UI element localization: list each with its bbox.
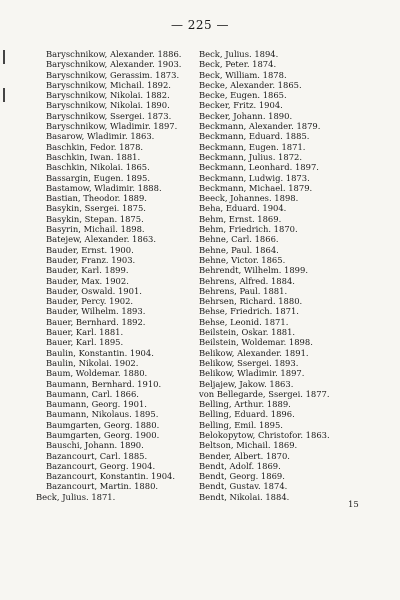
name-entry: Behne, Carl. 1866. [199, 234, 279, 245]
name-entry: Bazancourt, Konstantin. 1904. [46, 471, 176, 482]
name-entry: Bauder, Oswald. 1901. [46, 285, 142, 296]
name-entry: Bendt, Nikolai. 1884. [199, 491, 290, 502]
name-entry: Becker, Fritz. 1904. [199, 100, 283, 111]
name-entry: Beckmann, Michael. 1879. [199, 182, 313, 193]
name-entry: Behne, Victor. 1865. [199, 254, 286, 265]
name-entry: Baschkin, Fedor. 1878. [46, 141, 144, 152]
name-entry: Behm, Friedrich. 1870. [199, 224, 298, 235]
name-entry: Baryschnikow, Alexander. 1886. [46, 49, 182, 59]
name-entry: Bazancourt, Carl. 1885. [46, 450, 148, 461]
name-entry: Basykin, Stepan. 1875. [46, 213, 144, 224]
name-entry: Behne, Paul. 1864. [199, 244, 279, 255]
name-entry: Beljajew, Jakow. 1863. [199, 378, 294, 389]
name-entry: Bauschi, Johann. 1890. [46, 440, 144, 451]
name-entry: Beilstein, Oskar. 1881. [199, 327, 296, 338]
name-entry: Bauder, Max. 1902. [46, 275, 129, 286]
name-entry: Behrens, Paul. 1881. [199, 285, 288, 296]
name-entry: Basykin, Ssergei. 1875. [46, 203, 146, 214]
name-entry: Belikow, Wladimir. 1897. [199, 368, 305, 379]
binding-mark [3, 50, 5, 64]
name-entry: Belling, Emil. 1895. [199, 419, 283, 430]
name-entry: Bendt, Adolf. 1869. [199, 460, 281, 471]
name-entry: Behse, Leonid. 1871. [199, 316, 289, 327]
name-entry: Beha, Eduard. 1904. [199, 203, 287, 214]
name-entry: Bauer, Karl. 1881. [46, 327, 124, 338]
name-entry: Baulin, Nikolai. 1902. [46, 357, 139, 368]
name-entry: Behrsen, Richard. 1880. [199, 296, 303, 307]
name-entry: Baryschnikow, Nikolai. 1882. [46, 90, 170, 101]
name-entry: Baryschnikow, Alexander. 1903. [46, 59, 182, 70]
name-entry: Baryschnikow, Ssergei. 1873. [46, 110, 172, 121]
name-entry: Bendt, Georg. 1869. [199, 471, 285, 482]
name-entry: Beeck, Johannes. 1898. [199, 193, 299, 204]
name-entry: Baum, Woldemar. 1880. [46, 368, 148, 379]
name-entry: Bauer, Bernhard. 1892. [46, 316, 146, 327]
left-name-column [36, 49, 198, 502]
name-entry: Bastamow, Wladimir. 1888. [46, 182, 162, 193]
name-entry: Baumann, Nikolaus. 1895. [46, 409, 159, 420]
name-entry: Baryschnikow, Michail. 1892. [46, 79, 171, 90]
name-entry: Bauer, Karl. 1895. [46, 337, 124, 348]
name-entry: Beck, Julius. 1871. [36, 491, 116, 502]
name-entry: Basarow, Wladimir. 1863. [46, 131, 155, 142]
name-entry: von Bellegarde, Ssergei. 1877. [199, 388, 330, 399]
name-entry: Baumgarten, Georg. 1900. [46, 429, 160, 440]
name-entry: Belikow, Ssergei. 1893. [199, 357, 299, 368]
name-entry: Bauder, Wilhelm. 1893. [46, 306, 146, 317]
name-entry: Baulin, Konstantin. 1904. [46, 347, 154, 358]
name-entry: Belikow, Alexander. 1891. [199, 347, 309, 358]
name-entry: Bazancourt, Georg. 1904. [46, 460, 156, 471]
name-entry: Belokopytow, Christofor. 1863. [199, 429, 330, 440]
name-entry: Batejew, Alexander. 1863. [46, 234, 157, 245]
name-entry: Bendt, Gustav. 1874. [199, 481, 288, 492]
name-entry: Beckmann, Leonhard. 1897. [199, 162, 319, 173]
name-entry: Baschkin, Nikolai. 1865. [46, 162, 150, 173]
name-entry: Baschkin, Iwan. 1881. [46, 151, 141, 162]
name-entry: Becke, Eugen. 1865. [199, 90, 287, 101]
name-entry: Bastian, Theodor. 1889. [46, 193, 147, 204]
name-entry: Bauder, Percy. 1902. [46, 296, 134, 307]
name-entry: Beck, Peter. 1874. [199, 59, 277, 70]
name-entry: Beck, William. 1878. [199, 69, 287, 80]
name-entry: Belling, Arthur. 1889. [199, 399, 291, 410]
right-name-column [199, 49, 369, 502]
name-entry: Baryschnikow, Nikolai. 1890. [46, 100, 170, 111]
name-entry: Beilstein, Woldemar. 1898. [199, 337, 313, 348]
name-entry: Baumann, Georg. 1901. [46, 399, 147, 410]
name-entry: Bazancourt, Martin. 1880. [46, 481, 159, 492]
name-entry: Baryschnikow, Wladimir. 1897. [46, 121, 178, 132]
name-entry: Beltson, Michail. 1869. [199, 440, 298, 451]
name-entry: Beckmann, Alexander. 1879. [199, 121, 321, 132]
name-entry: Beckmann, Ludwig. 1873. [199, 172, 310, 183]
name-entry: Beckmann, Eugen. 1871. [199, 141, 306, 152]
name-entry: Beckmann, Eduard. 1885. [199, 131, 310, 142]
name-entry: Behm, Ernst. 1869. [199, 213, 282, 224]
name-entry: Baumgarten, Georg. 1880. [46, 419, 160, 430]
name-entry: Beckmann, Julius. 1872. [199, 151, 303, 162]
signature-number: 15 [348, 500, 359, 510]
name-entry: Bender, Albert. 1870. [199, 450, 290, 461]
name-entry: Baumann, Carl. 1866. [46, 388, 139, 399]
name-entry: Behrens, Alfred. 1884. [199, 275, 295, 286]
name-entry: Bauder, Franz. 1903. [46, 254, 136, 265]
page-number: — 225 — [170, 18, 230, 32]
name-entry: Basyrin, Michail. 1898. [46, 224, 145, 235]
name-entry: Baryschnikow, Gerassim. 1873. [46, 69, 180, 80]
name-entry: Behrendt, Wilhelm. 1899. [199, 265, 308, 276]
name-entry: Belling, Eduard. 1896. [199, 409, 295, 420]
name-entry: Beck, Julius. 1894. [199, 49, 279, 59]
name-entry: Bauder, Ernst. 1900. [46, 244, 134, 255]
name-entry: Becker, Johann. 1890. [199, 110, 293, 121]
name-entry: Bassargin, Eugen. 1895. [46, 172, 151, 183]
name-entry: Becke, Alexander. 1865. [199, 79, 302, 90]
name-entry: Bauder, Karl. 1899. [46, 265, 129, 276]
binding-mark [3, 88, 5, 102]
name-entry: Baumann, Bernhard. 1910. [46, 378, 162, 389]
name-entry: Behse, Friedrich. 1871. [199, 306, 299, 317]
